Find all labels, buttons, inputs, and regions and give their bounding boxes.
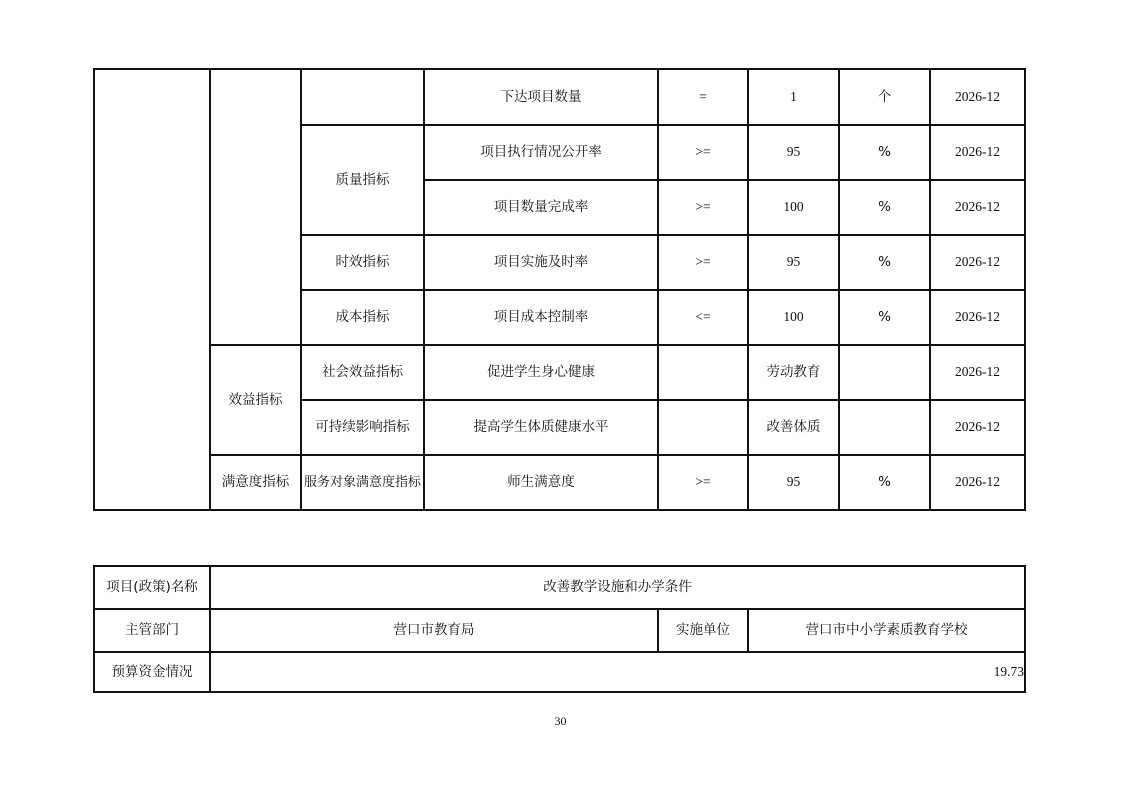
level2-indicator-satisfaction: 满意度指标 (210, 455, 301, 510)
indicator-value: 95 (748, 125, 839, 180)
implementing-unit-label: 实施单位 (658, 609, 748, 652)
indicator-value: 100 (748, 290, 839, 345)
indicator-operator: >= (658, 180, 748, 235)
indicator-value: 100 (748, 180, 839, 235)
level3-indicator-timeliness: 时效指标 (301, 235, 424, 290)
budget-label: 预算资金情况 (94, 652, 210, 692)
performance-indicator-table (93, 68, 1026, 511)
indicator-unit: % (839, 455, 930, 510)
indicator-deadline: 2026-12 (930, 180, 1025, 235)
table-row (94, 455, 1025, 510)
indicator-operator: <= (658, 290, 748, 345)
table-row (94, 652, 1025, 692)
page-number: 30 (554, 714, 567, 728)
indicator-operator: = (658, 69, 748, 125)
project-name-label: 项目(政策)名称 (94, 566, 210, 609)
indicator-name: 下达项目数量 (424, 69, 658, 125)
indicator-operator: >= (658, 235, 748, 290)
indicator-deadline: 2026-12 (930, 400, 1025, 455)
indicator-operator: >= (658, 455, 748, 510)
level3-indicator-quality: 质量指标 (301, 125, 424, 235)
indicator-unit (839, 400, 930, 455)
implementing-unit-value: 营口市中小学素质教育学校 (748, 609, 1025, 652)
indicator-value: 95 (748, 455, 839, 510)
level3-indicator-social: 社会效益指标 (301, 345, 424, 400)
level2-indicator-cell (210, 69, 301, 345)
indicator-name: 提高学生体质健康水平 (424, 400, 658, 455)
level2-indicator-benefit: 效益指标 (210, 345, 301, 455)
indicator-name: 促进学生身心健康 (424, 345, 658, 400)
indicator-deadline: 2026-12 (930, 125, 1025, 180)
project-info-table (93, 565, 1026, 693)
indicator-value: 劳动教育 (748, 345, 839, 400)
table-row (94, 69, 1025, 125)
indicator-unit: % (839, 125, 930, 180)
indicator-operator (658, 400, 748, 455)
indicator-deadline: 2026-12 (930, 455, 1025, 510)
indicator-value: 改善体质 (748, 400, 839, 455)
level3-indicator-cost: 成本指标 (301, 290, 424, 345)
project-name-value: 改善教学设施和办学条件 (210, 566, 1025, 609)
indicator-value: 95 (748, 235, 839, 290)
level1-indicator-cell (94, 69, 210, 510)
indicator-deadline: 2026-12 (930, 69, 1025, 125)
indicator-deadline: 2026-12 (930, 235, 1025, 290)
level3-indicator-sustainable: 可持续影响指标 (301, 400, 424, 455)
indicator-deadline: 2026-12 (930, 345, 1025, 400)
indicator-unit: 个 (839, 69, 930, 125)
department-value: 营口市教育局 (210, 609, 658, 652)
table-row (94, 566, 1025, 609)
indicator-unit: % (839, 180, 930, 235)
level3-indicator-cell (301, 69, 424, 125)
budget-value: 19.73 (210, 652, 1025, 692)
indicator-unit: % (839, 290, 930, 345)
indicator-operator: >= (658, 125, 748, 180)
table-row (94, 609, 1025, 652)
level3-indicator-service: 服务对象满意度指标 (301, 455, 424, 510)
indicator-value: 1 (748, 69, 839, 125)
indicator-unit: % (839, 235, 930, 290)
indicator-name: 项目实施及时率 (424, 235, 658, 290)
indicator-name: 项目成本控制率 (424, 290, 658, 345)
indicator-operator (658, 345, 748, 400)
indicator-name: 项目执行情况公开率 (424, 125, 658, 180)
indicator-unit (839, 345, 930, 400)
indicator-deadline: 2026-12 (930, 290, 1025, 345)
table-row (94, 345, 1025, 400)
department-label: 主管部门 (94, 609, 210, 652)
indicator-name: 项目数量完成率 (424, 180, 658, 235)
indicator-name: 师生满意度 (424, 455, 658, 510)
